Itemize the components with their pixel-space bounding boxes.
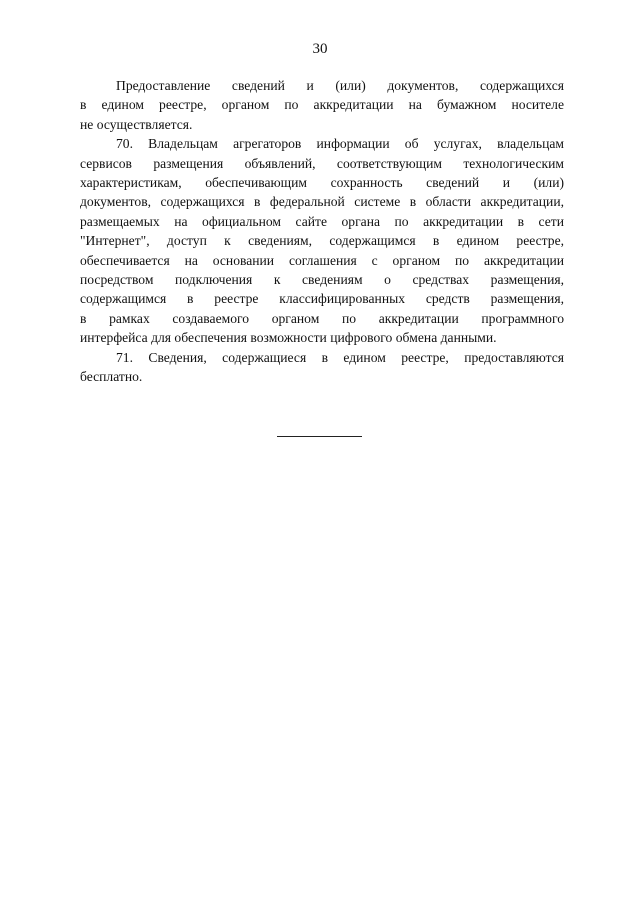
text-line: Предоставление сведений и (или) документов, содержащихся	[116, 78, 564, 93]
text-line: в едином реестре, органом по аккредитации на бумажном носителе	[80, 97, 564, 113]
text-line: характеристикам, обеспечивающим сохранность сведений и (или)	[80, 175, 564, 191]
text-line: документов, содержащихся в федеральной системе в области аккредитации,	[80, 194, 564, 210]
paragraph-71	[80, 348, 564, 387]
text-line: интерфейса для обеспечения возможности цифрового обмена данными.	[80, 330, 497, 346]
text-line: содержащимся в реестре классифицированных средств размещения,	[80, 291, 564, 307]
text-line: размещаемых на официальном сайте органа по аккредитации в сети	[80, 213, 564, 229]
text-line: 70. Владельцам агрегаторов информации об услугах, владельцам	[116, 136, 564, 152]
text-line: сервисов размещения объявлений, соответствующим технологическим	[80, 155, 564, 171]
text-line: "Интернет", доступ к сведениям, содержащимся в едином реестре,	[80, 233, 564, 249]
text-line: бесплатно.	[80, 369, 143, 385]
paragraph-70	[80, 134, 564, 347]
text-line: посредством подключения к сведениям о средствах размещения,	[80, 272, 564, 288]
end-separator-line	[277, 436, 362, 437]
text-line: 71. Сведения, содержащиеся в едином реестре, предоставляются	[116, 349, 564, 365]
text-line: не осуществляется.	[80, 116, 193, 132]
paragraph-reestr-paper	[80, 76, 564, 134]
page-number: 30	[312, 41, 328, 57]
text-line: обеспечивается на основании соглашения с органом по аккредитации	[80, 252, 564, 268]
text-line: в рамках создаваемого органом по аккредитации программного	[80, 310, 564, 326]
document-body	[80, 76, 564, 387]
